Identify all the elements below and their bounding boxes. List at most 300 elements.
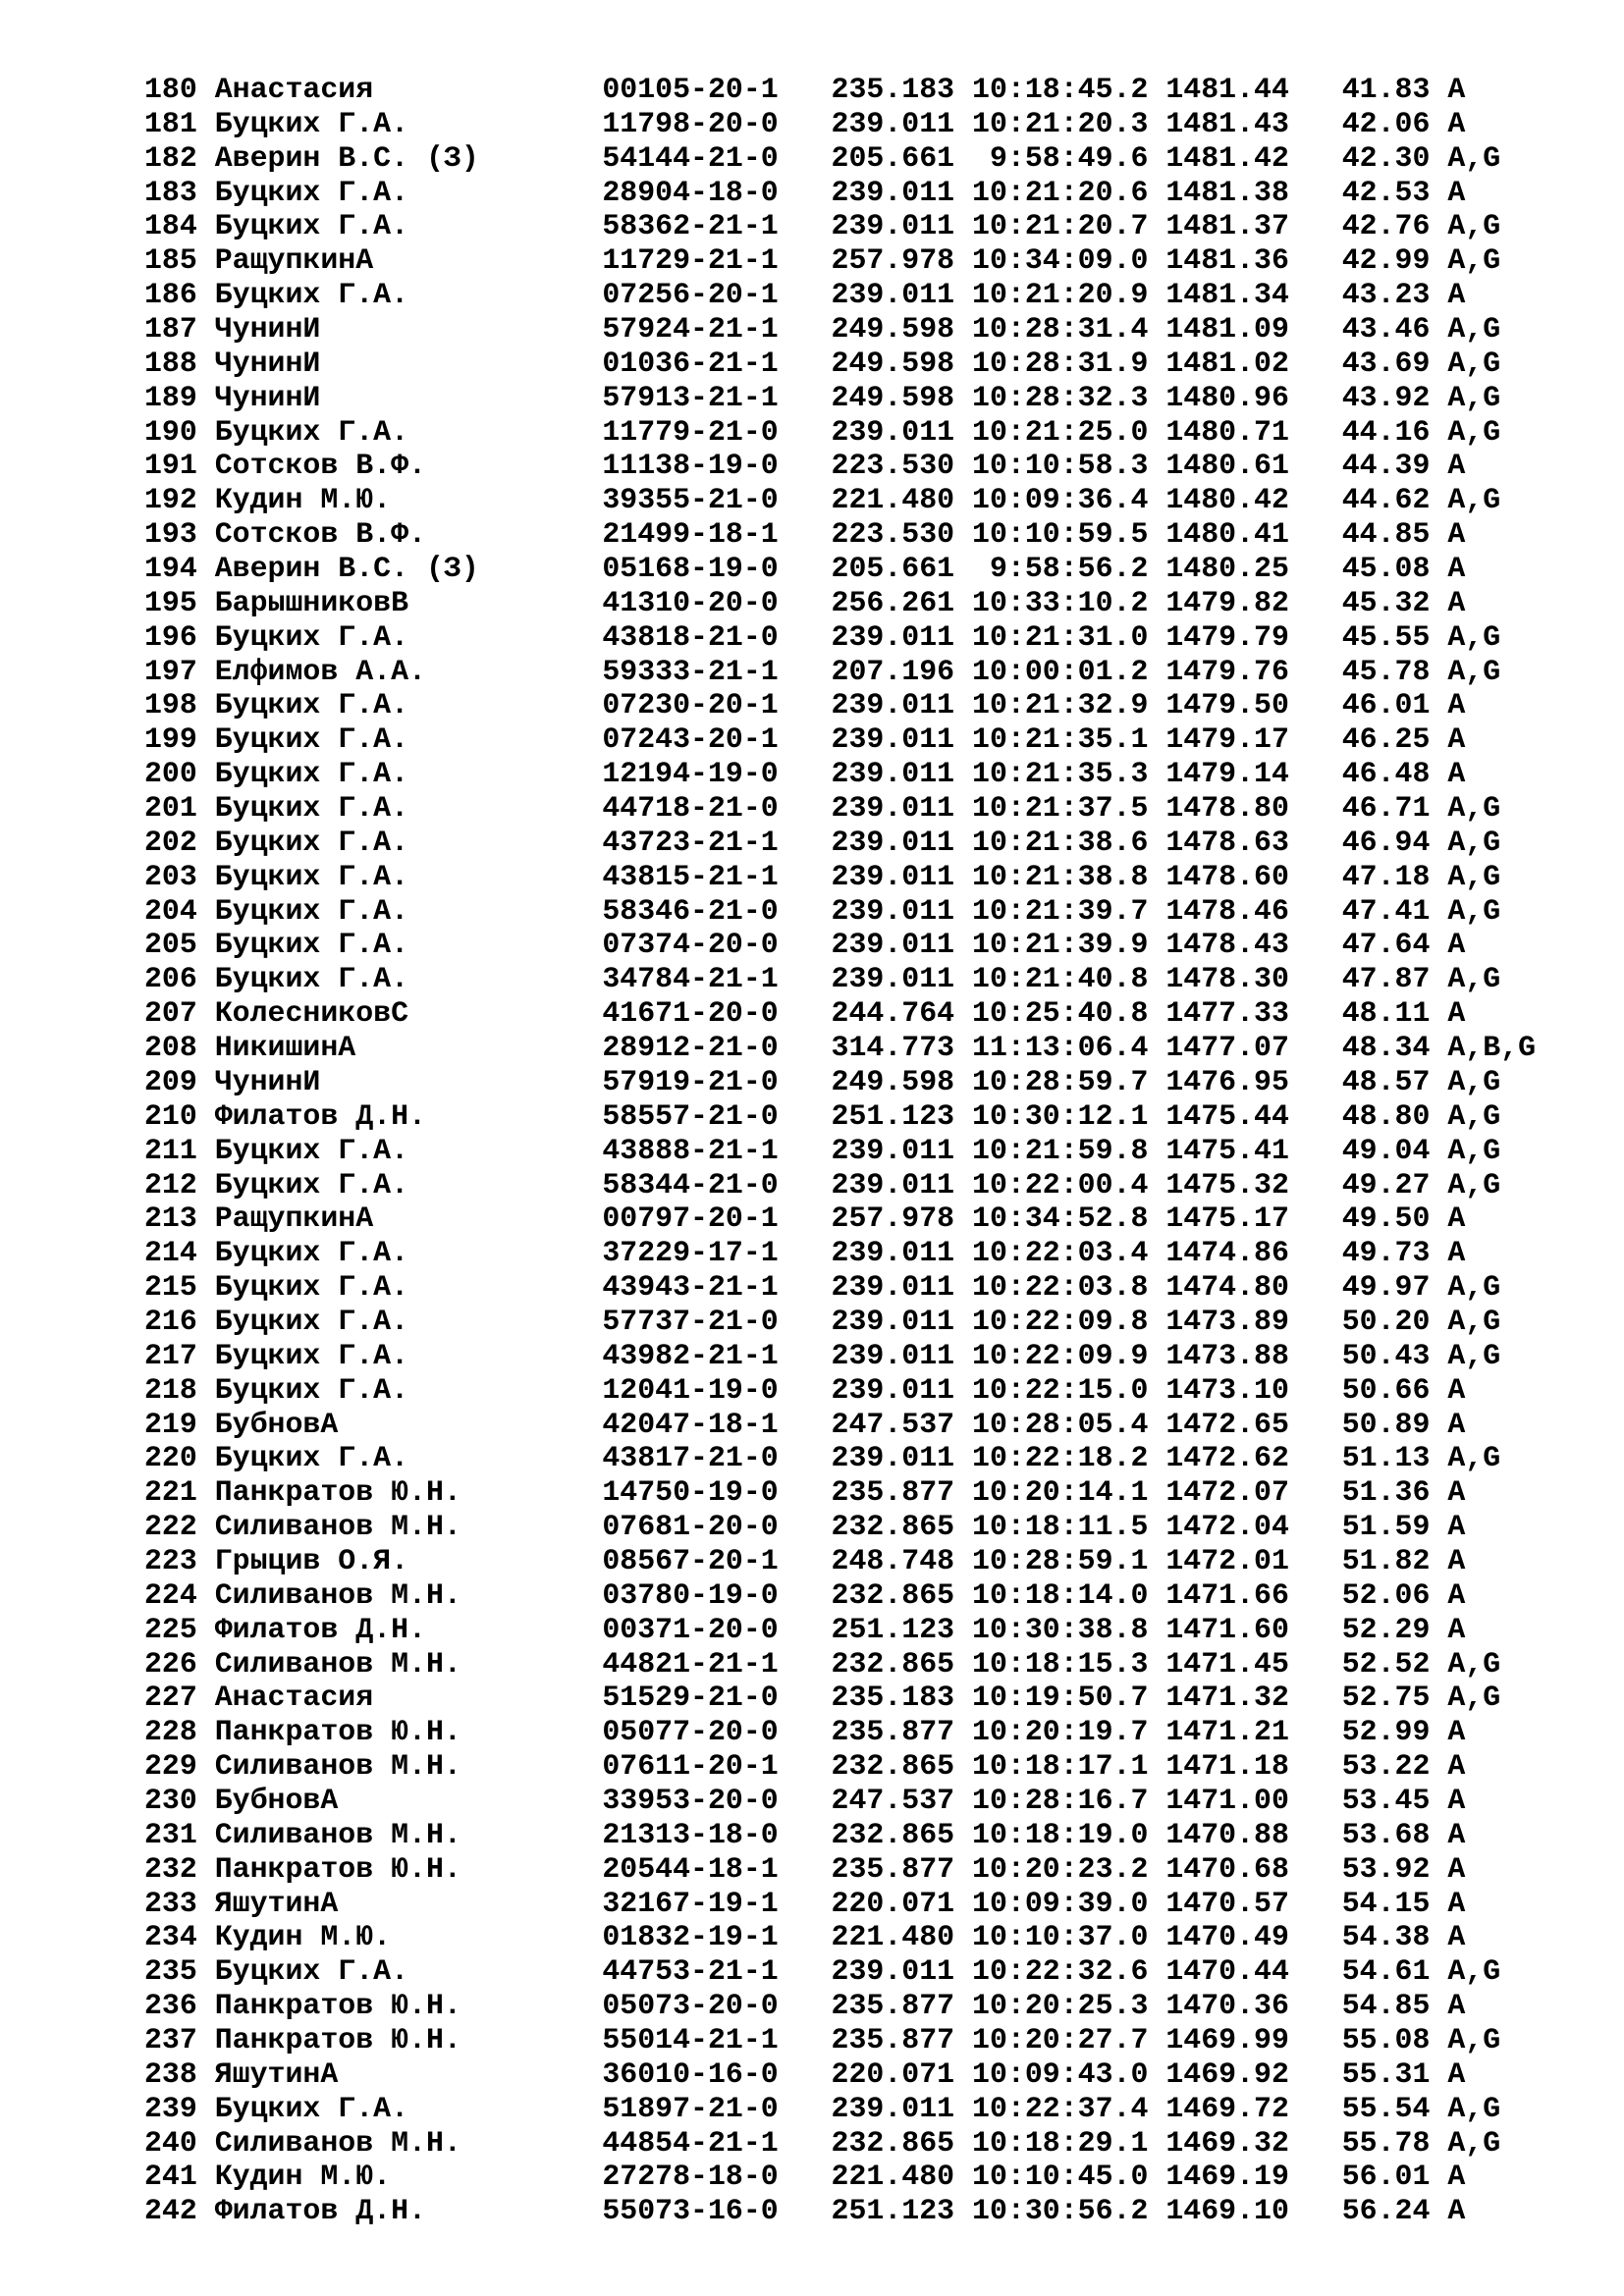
cell-flags: A [1447,722,1466,757]
cell-num: 219 [144,1407,197,1441]
cell-ring: 58557-21-0 [602,1098,779,1133]
cell-time: 10:34:52.8 [972,1201,1149,1236]
cell-num: 209 [144,1064,197,1098]
cell-dist: 232.865 [831,1577,955,1612]
cell-ring: 21499-18-1 [602,517,779,552]
cell-name: Буцких Г.А. [214,1167,409,1201]
cell-num: 191 [144,449,197,483]
cell-name: Силиванов М.Н. [214,1749,461,1784]
cell-name: Елфимов А.А. [214,654,426,688]
cell-pct: 52.29 [1341,1612,1431,1646]
cell-ring: 11779-21-0 [602,414,779,449]
cell-time: 10:22:32.6 [972,1954,1149,1989]
cell-dist: 249.598 [831,346,955,380]
cell-speed: 1481.42 [1165,140,1289,175]
cell-num: 238 [144,2056,197,2091]
cell-flags: A [1447,106,1466,140]
cell-ring: 41671-20-0 [602,996,779,1031]
cell-flags: A [1447,449,1466,483]
cell-name: Силиванов М.Н. [214,1646,461,1681]
cell-flags: A [1447,996,1466,1031]
cell-time: 10:10:45.0 [972,2160,1149,2194]
cell-pct: 47.64 [1341,928,1431,962]
cell-time: 10:30:12.1 [972,1098,1149,1133]
cell-time: 10:18:14.0 [972,1577,1149,1612]
cell-speed: 1470.68 [1165,1851,1289,1886]
cell-time: 10:18:29.1 [972,2125,1149,2160]
cell-flags: A,G [1447,209,1501,243]
cell-name: Буцких Г.А. [214,1954,409,1989]
cell-time: 10:21:20.7 [972,209,1149,243]
cell-speed: 1475.44 [1165,1098,1289,1133]
cell-dist: 249.598 [831,312,955,347]
cell-ring: 55014-21-1 [602,2022,779,2056]
cell-dist: 239.011 [831,1338,955,1372]
cell-dist: 239.011 [831,1270,955,1305]
cell-flags: A,G [1447,1304,1501,1338]
cell-ring: 14750-19-0 [602,1475,779,1510]
cell-name: Аверин В.С. (З) [214,552,479,586]
cell-dist: 239.011 [831,893,955,928]
cell-dist: 239.011 [831,1954,955,1989]
cell-name: Панкратов Ю.Н. [214,1715,461,1749]
cell-name: Буцких Г.А. [214,859,409,893]
cell-num: 230 [144,1783,197,1817]
cell-pct: 44.16 [1341,414,1431,449]
cell-dist: 314.773 [831,1031,955,1065]
cell-flags: A,B,G [1447,1031,1537,1065]
cell-dist: 232.865 [831,1510,955,1544]
cell-pct: 54.38 [1341,1920,1431,1954]
cell-flags: A [1447,517,1466,552]
cell-flags: A,G [1447,859,1501,893]
cell-ring: 00371-20-0 [602,1612,779,1646]
cell-speed: 1469.99 [1165,2022,1289,2056]
cell-dist: 221.480 [831,1920,955,1954]
cell-speed: 1480.42 [1165,483,1289,517]
cell-pct: 41.83 [1341,73,1431,106]
cell-speed: 1471.00 [1165,1783,1289,1817]
cell-flags: A,G [1447,414,1501,449]
cell-ring: 07611-20-1 [602,1749,779,1784]
cell-dist: 235.183 [831,73,955,106]
cell-speed: 1473.89 [1165,1304,1289,1338]
cell-ring: 12194-19-0 [602,757,779,791]
cell-time: 10:22:03.4 [972,1236,1149,1270]
cell-flags: A,G [1447,1270,1501,1305]
cell-speed: 1472.07 [1165,1475,1289,1510]
cell-ring: 43943-21-1 [602,1270,779,1305]
cell-time: 10:21:38.8 [972,859,1149,893]
cell-time: 10:21:20.9 [972,278,1149,312]
cell-dist: 239.011 [831,962,955,996]
cell-name: Панкратов Ю.Н. [214,1989,461,2023]
cell-time: 10:21:31.0 [972,619,1149,654]
cell-pct: 45.78 [1341,654,1431,688]
cell-dist: 223.530 [831,449,955,483]
cell-num: 195 [144,585,197,619]
cell-time: 10:22:03.8 [972,1270,1149,1305]
cell-flags: A [1447,688,1466,722]
cell-flags: A [1447,1612,1466,1646]
cell-pct: 49.27 [1341,1167,1431,1201]
cell-ring: 57924-21-1 [602,312,779,347]
cell-speed: 1473.88 [1165,1338,1289,1372]
cell-dist: 251.123 [831,2194,955,2228]
cell-speed: 1471.18 [1165,1749,1289,1784]
cell-time: 10:25:40.8 [972,996,1149,1031]
cell-pct: 45.32 [1341,585,1431,619]
cell-dist: 239.011 [831,859,955,893]
cell-pct: 42.30 [1341,140,1431,175]
cell-pct: 55.54 [1341,2091,1431,2125]
cell-time: 10:30:56.2 [972,2194,1149,2228]
cell-dist: 239.011 [831,1133,955,1167]
cell-speed: 1477.33 [1165,996,1289,1031]
cell-name: Буцких Г.А. [214,414,409,449]
cell-speed: 1475.41 [1165,1133,1289,1167]
cell-speed: 1481.44 [1165,73,1289,106]
cell-name: БубновА [214,1407,339,1441]
cell-time: 10:22:18.2 [972,1441,1149,1475]
cell-pct: 48.11 [1341,996,1431,1031]
cell-pct: 50.20 [1341,1304,1431,1338]
cell-speed: 1471.45 [1165,1646,1289,1681]
cell-pct: 51.59 [1341,1510,1431,1544]
cell-dist: 239.011 [831,722,955,757]
cell-pct: 47.18 [1341,859,1431,893]
cell-ring: 20544-18-1 [602,1851,779,1886]
cell-speed: 1470.88 [1165,1817,1289,1851]
cell-name: Буцких Г.А. [214,2091,409,2125]
cell-flags: A [1447,552,1466,586]
cell-name: Буцких Г.А. [214,791,409,826]
cell-pct: 52.75 [1341,1681,1431,1715]
cell-pct: 45.08 [1341,552,1431,586]
cell-pct: 44.62 [1341,483,1431,517]
cell-time: 10:28:31.9 [972,346,1149,380]
cell-flags: A,G [1447,312,1501,347]
cell-speed: 1478.60 [1165,859,1289,893]
cell-name: Сотсков В.Ф. [214,517,426,552]
cell-num: 190 [144,414,197,449]
cell-speed: 1477.07 [1165,1031,1289,1065]
cell-num: 208 [144,1031,197,1065]
cell-ring: 58346-21-0 [602,893,779,928]
cell-speed: 1471.60 [1165,1612,1289,1646]
cell-speed: 1480.71 [1165,414,1289,449]
cell-dist: 235.877 [831,1475,955,1510]
cell-pct: 53.68 [1341,1817,1431,1851]
cell-speed: 1469.10 [1165,2194,1289,2228]
cell-pct: 52.06 [1341,1577,1431,1612]
cell-num: 207 [144,996,197,1031]
cell-ring: 44718-21-0 [602,791,779,826]
cell-pct: 48.80 [1341,1098,1431,1133]
cell-dist: 232.865 [831,2125,955,2160]
cell-name: Буцких Г.А. [214,1304,409,1338]
cell-ring: 37229-17-1 [602,1236,779,1270]
cell-time: 10:20:25.3 [972,1989,1149,2023]
cell-speed: 1470.57 [1165,1886,1289,1920]
cell-dist: 232.865 [831,1646,955,1681]
cell-flags: A,G [1447,893,1501,928]
cell-ring: 28904-18-0 [602,175,779,209]
cell-dist: 239.011 [831,619,955,654]
cell-name: Силиванов М.Н. [214,1577,461,1612]
cell-dist: 220.071 [831,2056,955,2091]
cell-speed: 1469.72 [1165,2091,1289,2125]
cell-flags: A,G [1447,483,1501,517]
cell-flags: A,G [1447,1681,1501,1715]
cell-num: 212 [144,1167,197,1201]
cell-pct: 46.01 [1341,688,1431,722]
cell-time: 10:21:20.3 [972,106,1149,140]
cell-time: 10:28:32.3 [972,380,1149,414]
cell-name: Буцких Г.А. [214,1338,409,1372]
cell-ring: 41310-20-0 [602,585,779,619]
cell-flags: A,G [1447,791,1501,826]
cell-name: ЧунинИ [214,312,321,347]
cell-flags: A,G [1447,619,1501,654]
cell-num: 240 [144,2125,197,2160]
cell-name: Буцких Г.А. [214,1441,409,1475]
cell-ring: 58362-21-1 [602,209,779,243]
cell-flags: A [1447,1920,1466,1954]
cell-num: 225 [144,1612,197,1646]
cell-dist: 223.530 [831,517,955,552]
cell-flags: A [1447,757,1466,791]
cell-pct: 49.73 [1341,1236,1431,1270]
cell-speed: 1471.21 [1165,1715,1289,1749]
cell-num: 234 [144,1920,197,1954]
cell-speed: 1474.86 [1165,1236,1289,1270]
cell-num: 199 [144,722,197,757]
cell-time: 10:28:05.4 [972,1407,1149,1441]
cell-dist: 239.011 [831,791,955,826]
cell-pct: 42.76 [1341,209,1431,243]
cell-flags: A,G [1447,1064,1501,1098]
cell-flags: A,G [1447,1098,1501,1133]
cell-ring: 44854-21-1 [602,2125,779,2160]
cell-ring: 51897-21-0 [602,2091,779,2125]
cell-num: 239 [144,2091,197,2125]
cell-speed: 1479.17 [1165,722,1289,757]
cell-flags: A [1447,1475,1466,1510]
cell-name: Кудин М.Ю. [214,2160,392,2194]
cell-time: 10:22:15.0 [972,1372,1149,1407]
cell-pct: 47.41 [1341,893,1431,928]
cell-pct: 53.92 [1341,1851,1431,1886]
cell-time: 10:33:10.2 [972,585,1149,619]
cell-flags: A [1447,1783,1466,1817]
cell-num: 186 [144,278,197,312]
cell-ring: 05073-20-0 [602,1989,779,2023]
cell-pct: 53.45 [1341,1783,1431,1817]
cell-pct: 54.85 [1341,1989,1431,2023]
cell-num: 242 [144,2194,197,2228]
cell-flags: A [1447,1201,1466,1236]
cell-dist: 249.598 [831,1064,955,1098]
cell-dist: 232.865 [831,1817,955,1851]
cell-flags: A,G [1447,1167,1501,1201]
cell-ring: 03780-19-0 [602,1577,779,1612]
cell-name: Буцких Г.А. [214,175,409,209]
cell-num: 222 [144,1510,197,1544]
cell-name: Панкратов Ю.Н. [214,1851,461,1886]
cell-time: 10:20:23.2 [972,1851,1149,1886]
cell-pct: 48.34 [1341,1031,1431,1065]
cell-speed: 1479.50 [1165,688,1289,722]
cell-dist: 235.183 [831,1681,955,1715]
cell-name: ЯшутинА [214,2056,339,2091]
cell-time: 10:22:37.4 [972,2091,1149,2125]
cell-pct: 50.89 [1341,1407,1431,1441]
cell-num: 200 [144,757,197,791]
cell-name: Буцких Г.А. [214,1133,409,1167]
cell-flags: A [1447,1577,1466,1612]
cell-num: 182 [144,140,197,175]
cell-time: 10:21:38.6 [972,825,1149,859]
cell-num: 203 [144,859,197,893]
cell-speed: 1476.95 [1165,1064,1289,1098]
cell-time: 10:21:25.0 [972,414,1149,449]
cell-ring: 11798-20-0 [602,106,779,140]
cell-speed: 1470.36 [1165,1989,1289,2023]
cell-name: Кудин М.Ю. [214,483,392,517]
cell-ring: 39355-21-0 [602,483,779,517]
cell-pct: 56.24 [1341,2194,1431,2228]
cell-name: НикишинА [214,1031,356,1065]
cell-flags: A [1447,1372,1466,1407]
cell-num: 233 [144,1886,197,1920]
cell-flags: A,G [1447,346,1501,380]
cell-speed: 1474.80 [1165,1270,1289,1305]
cell-pct: 52.99 [1341,1715,1431,1749]
cell-pct: 50.43 [1341,1338,1431,1372]
cell-dist: 239.011 [831,757,955,791]
cell-speed: 1481.09 [1165,312,1289,347]
cell-time: 10:21:39.9 [972,928,1149,962]
cell-pct: 55.08 [1341,2022,1431,2056]
cell-dist: 256.261 [831,585,955,619]
cell-ring: 08567-20-1 [602,1543,779,1577]
cell-speed: 1478.80 [1165,791,1289,826]
cell-speed: 1481.36 [1165,243,1289,278]
cell-pct: 50.66 [1341,1372,1431,1407]
cell-num: 226 [144,1646,197,1681]
cell-flags: A,G [1447,654,1501,688]
cell-time: 10:22:00.4 [972,1167,1149,1201]
cell-ring: 43818-21-0 [602,619,779,654]
cell-num: 204 [144,893,197,928]
cell-ring: 11729-21-1 [602,243,779,278]
cell-name: Силиванов М.Н. [214,1510,461,1544]
cell-flags: A [1447,2194,1466,2228]
cell-speed: 1470.49 [1165,1920,1289,1954]
cell-speed: 1480.96 [1165,380,1289,414]
cell-pct: 51.36 [1341,1475,1431,1510]
cell-pct: 45.55 [1341,619,1431,654]
cell-ring: 43888-21-1 [602,1133,779,1167]
cell-name: Кудин М.Ю. [214,1920,392,1954]
cell-time: 10:18:17.1 [972,1749,1149,1784]
cell-ring: 07243-20-1 [602,722,779,757]
cell-speed: 1472.65 [1165,1407,1289,1441]
cell-ring: 43982-21-1 [602,1338,779,1372]
cell-pct: 43.46 [1341,312,1431,347]
cell-ring: 59333-21-1 [602,654,779,688]
cell-flags: A,G [1447,1133,1501,1167]
cell-name: Панкратов Ю.Н. [214,1475,461,1510]
cell-pct: 43.69 [1341,346,1431,380]
cell-speed: 1469.19 [1165,2160,1289,2194]
cell-pct: 44.85 [1341,517,1431,552]
cell-dist: 249.598 [831,380,955,414]
cell-time: 10:09:36.4 [972,483,1149,517]
cell-num: 232 [144,1851,197,1886]
cell-dist: 205.661 [831,552,955,586]
cell-dist: 235.877 [831,1989,955,2023]
cell-pct: 55.31 [1341,2056,1431,2091]
cell-num: 211 [144,1133,197,1167]
cell-flags: A,G [1447,2091,1501,2125]
cell-num: 217 [144,1338,197,1372]
cell-speed: 1471.66 [1165,1577,1289,1612]
cell-num: 215 [144,1270,197,1305]
cell-flags: A,G [1447,962,1501,996]
cell-name: Буцких Г.А. [214,1236,409,1270]
cell-pct: 56.01 [1341,2160,1431,2194]
cell-name: Аверин В.С. (З) [214,140,479,175]
cell-ring: 36010-16-0 [602,2056,779,2091]
cell-pct: 51.82 [1341,1543,1431,1577]
cell-num: 192 [144,483,197,517]
cell-time: 10:28:16.7 [972,1783,1149,1817]
cell-speed: 1479.79 [1165,619,1289,654]
cell-name: Сотсков В.Ф. [214,449,426,483]
cell-dist: 239.011 [831,278,955,312]
cell-name: ЧунинИ [214,1064,321,1098]
cell-ring: 05077-20-0 [602,1715,779,1749]
cell-name: Анастасия [214,1681,374,1715]
cell-speed: 1481.43 [1165,106,1289,140]
cell-name: Буцких Г.А. [214,825,409,859]
cell-time: 10:18:11.5 [972,1510,1149,1544]
cell-name: ЯшутинА [214,1886,339,1920]
cell-num: 224 [144,1577,197,1612]
cell-ring: 57737-21-0 [602,1304,779,1338]
cell-num: 218 [144,1372,197,1407]
cell-dist: 221.480 [831,2160,955,2194]
cell-dist: 257.978 [831,243,955,278]
cell-name: Силиванов М.Н. [214,1817,461,1851]
cell-dist: 220.071 [831,1886,955,1920]
cell-time: 10:20:14.1 [972,1475,1149,1510]
cell-num: 202 [144,825,197,859]
cell-num: 201 [144,791,197,826]
cell-speed: 1472.62 [1165,1441,1289,1475]
cell-speed: 1480.61 [1165,449,1289,483]
cell-ring: 43723-21-1 [602,825,779,859]
cell-dist: 239.011 [831,106,955,140]
cell-num: 210 [144,1098,197,1133]
cell-dist: 205.661 [831,140,955,175]
cell-pct: 42.53 [1341,175,1431,209]
cell-name: Филатов Д.Н. [214,2194,426,2228]
cell-name: Буцких Г.А. [214,962,409,996]
cell-speed: 1478.46 [1165,893,1289,928]
